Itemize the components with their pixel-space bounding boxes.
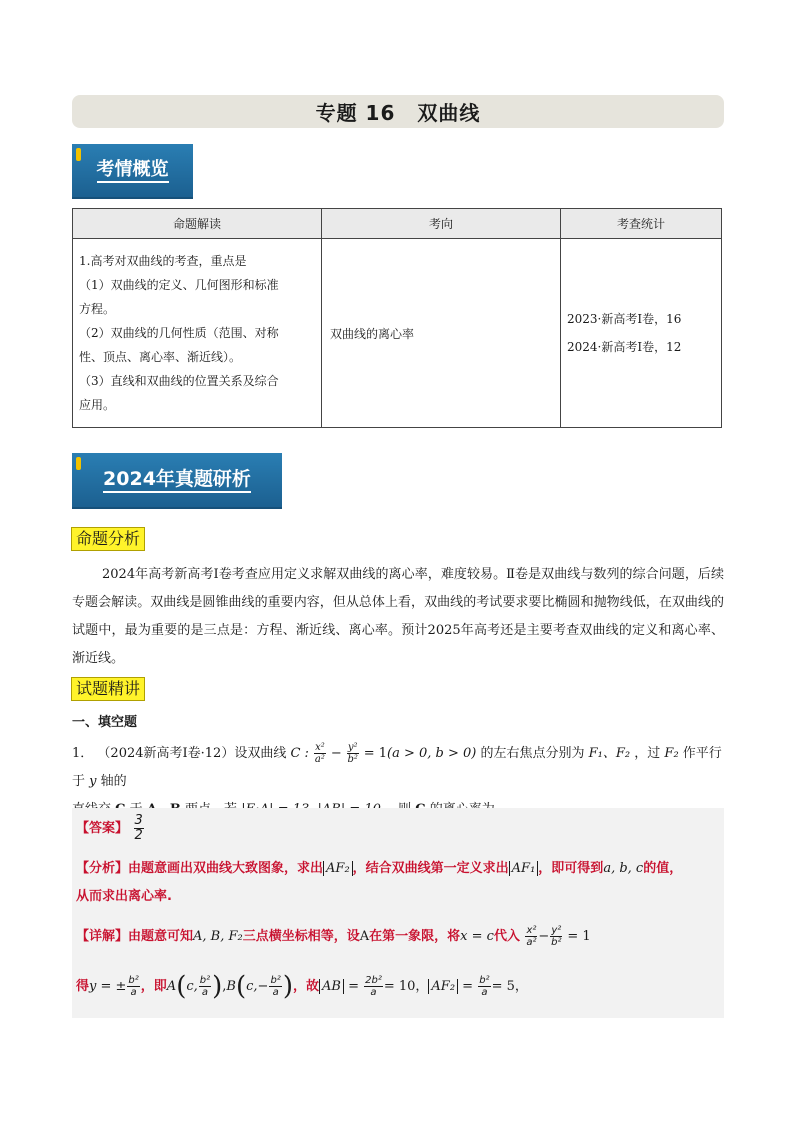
analysis-badge	[72, 453, 282, 509]
interpretation-line: 应用。	[79, 398, 116, 412]
interpretation-cell	[73, 239, 322, 428]
direction-cell: 双曲线的离心率	[322, 239, 561, 428]
stats-line: 2024·新高考Ⅰ卷，12	[567, 340, 682, 354]
stats-cell	[561, 239, 722, 428]
badge-tick-icon	[76, 148, 81, 161]
answer-box	[72, 808, 724, 1018]
fraction-y2b2: $\frac{\text{y²}}{\text{b²}}$	[347, 742, 358, 765]
interpretation-line: 性、顶点、离心率、渐近线）。	[79, 350, 242, 364]
table-header: 命题解读	[73, 209, 322, 239]
table-header: 考查统计	[561, 209, 722, 239]
title-name: 双曲线	[417, 101, 481, 125]
interpretation-line: 1.高考对双曲线的考查，重点是	[79, 254, 247, 268]
interpretation-line: （1）双曲线的定义、几何图形和标准	[79, 278, 279, 292]
analysis-badge-label: 2024年真题研析	[103, 469, 251, 493]
question-line-1: 1． （2024新高考Ⅰ卷·12）设双曲线 C : $\frac{\text{x²}}{\text{a²}}$ − $\frac{\text{y²}}{\text{b²}}$ = 1(a > 0, b > 0) 的左右焦点分别为 F₁、F₂ ，过 F₂ 作平行于 y 轴的	[72, 742, 722, 789]
page-title	[72, 95, 724, 128]
title-prefix: 专题 16	[315, 101, 396, 125]
analysis-line-2: 从而求出离心率.	[76, 889, 172, 904]
interpretation-line: 方程。	[79, 302, 116, 316]
overview-badge	[72, 144, 193, 199]
fraction-x2a2: $\frac{\text{x²}}{\text{a²}}$	[314, 742, 325, 765]
analysis-line: 【分析】由题意画出双曲线大致图象，求出 AF₂ ，结合双曲线第一定义求出 AF₁ ，即可得到a, b, c的值，	[76, 861, 683, 876]
table-header: 考向	[322, 209, 561, 239]
analysis-tag: 命题分析	[71, 527, 145, 551]
overview-badge-label: 考情概览	[97, 160, 169, 183]
detail-line-1: 【详解】由题意可知A, B, F₂三点横坐标相等，设A在第一象限，将x = c代入 $\frac{\text{x²}}{\text{a²}}$ − $\frac{\text{y²}}{\text{b²}}$ = 1	[76, 925, 591, 948]
detail-line-2: 得y = ± $\frac{\text{b²}}{a}$ ，即A(c, $\frac{\text{b²}}{a}$ ),B(c,− $\frac{\text{b²}}{a}$ )，故 AB = $\frac{\text{2b²}}{a}$ = 10， AF₂ = $\frac{\text{b²}}{a}$ = 5，	[76, 971, 528, 1002]
overview-table	[72, 208, 722, 428]
answer-fraction: $\frac{3}{2}$	[134, 813, 143, 843]
badge-tick-icon	[76, 457, 81, 470]
interpretation-line: （2）双曲线的几何性质（范围、对称	[79, 326, 279, 340]
stats-line: 2023·新高考Ⅰ卷，16	[567, 312, 682, 326]
section-heading: 一、填空题	[72, 715, 138, 730]
lecture-tag: 试题精讲	[71, 677, 145, 701]
interpretation-line: （3）直线和双曲线的位置关系及综合	[79, 374, 279, 388]
answer-line: 【答案】 $\frac{3}{2}$	[76, 813, 143, 843]
analysis-paragraph: 2024年高考新高考Ⅰ卷考查应用定义求解双曲线的离心率，难度较易。Ⅱ卷是双曲线与数列的综合问题，后续专题会解读。双曲线是圆锥曲线的重要内容，但从总体上看，双曲线的考试要求要比椭圆和抛物线低，在双曲线的试题中，最为重要的是三点是：方程、渐近线、离心率。预计2025年高考还是主要考查双曲线的定义和离心率、渐近线。	[72, 567, 724, 666]
